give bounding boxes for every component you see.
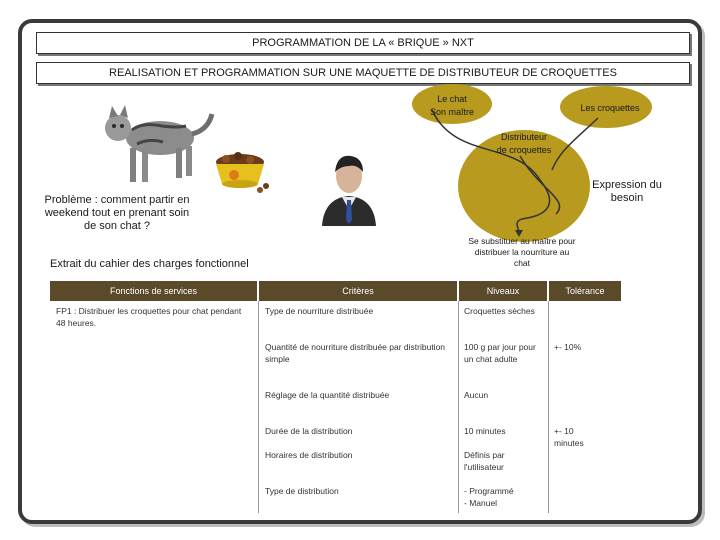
extract-title: Extrait du cahier des charges fonctionnel [50, 258, 249, 270]
function-cell: FP1 : Distribuer les croquettes pour chat pendant 48 heures. [56, 306, 242, 328]
th-fonctions: Fonctions de services [50, 281, 257, 301]
label-distributeur: Distributeur de croquettes [496, 132, 552, 155]
problem-statement: Problème : comment partir en weekend tout en prenant soin de son chat ? [44, 194, 190, 232]
niveau-cell: 10 minutes [464, 426, 506, 436]
critere-cell: Type de nourriture distribuée [265, 306, 374, 316]
croquettes-image [212, 148, 272, 196]
expression-besoin: Expression du besoin [592, 179, 662, 204]
master-avatar [318, 150, 380, 226]
critere-cell: Type de distribution [265, 486, 339, 496]
niveau-cell: 100 g par jour pour un chat adulte [464, 342, 536, 364]
table-divider [548, 301, 549, 513]
cat-image [92, 100, 218, 190]
table-divider [258, 301, 259, 513]
critere-cell: Horaires de distribution [265, 450, 353, 460]
niveau-cell: - Programmé - Manuel [464, 486, 514, 508]
niveau-cell: Aucun [464, 390, 489, 400]
page-subtitle: REALISATION ET PROGRAMMATION SUR UNE MAQUETTE DE DISTRIBUTEUR DE CROQUETTES [36, 62, 690, 84]
substituer-text: Se substituer au maître pour distribuer la nourriture au chat [468, 236, 576, 268]
tolerance-cell: +- 10 minutes [554, 426, 584, 448]
th-tolerance: Tolérance [549, 281, 621, 301]
critere-cell: Réglage de la quantité distribuée [265, 390, 390, 400]
th-criteres: Critères [259, 281, 457, 301]
table-divider [458, 301, 459, 513]
critere-cell: Durée de la distribution [265, 426, 353, 436]
th-niveaux: Niveaux [459, 281, 547, 301]
page-title: PROGRAMMATION DE LA « BRIQUE » NXT [36, 32, 690, 54]
niveau-cell: Définis par l'utilisateur [464, 450, 505, 472]
tolerance-cell: +- 10% [554, 342, 582, 352]
niveau-cell: Croquettes sèches [464, 306, 535, 316]
critere-cell: Quantité de nourriture distribuée par distribution simple [265, 342, 446, 364]
label-croquettes: Les croquettes [580, 103, 640, 113]
label-chat: Le chat Son maître [429, 94, 475, 117]
